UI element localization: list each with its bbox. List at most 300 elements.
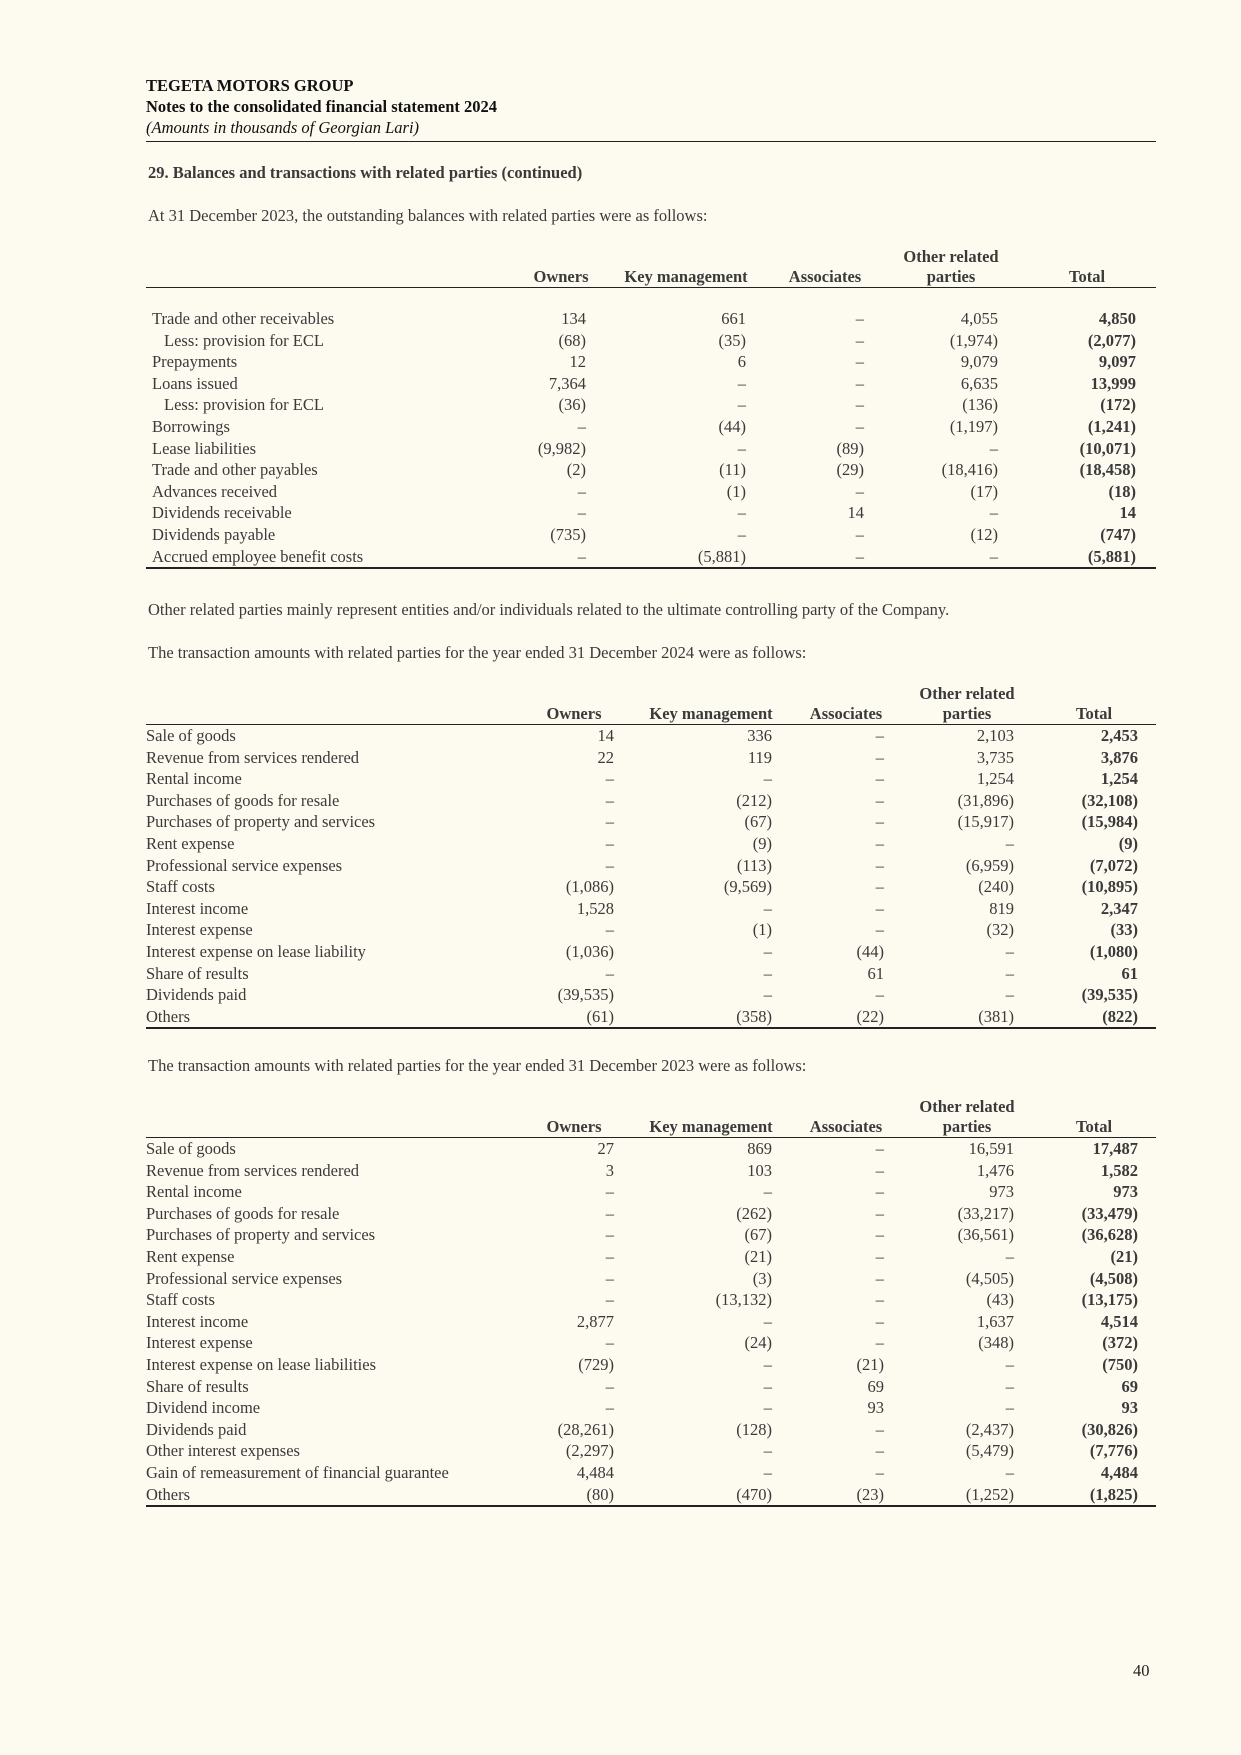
owners-value: – bbox=[605, 1225, 614, 1245]
spacer-row bbox=[146, 288, 1156, 309]
associates-value: – bbox=[875, 855, 884, 875]
row-label: Staff costs bbox=[146, 877, 215, 897]
other-related-value: – bbox=[989, 503, 998, 523]
other-related-value: – bbox=[1005, 1376, 1014, 1396]
table-row bbox=[146, 1354, 1156, 1376]
other-parties-note: Other related parties mainly represent entities and/or individuals related to the ultimate controlling party of the Company. bbox=[148, 600, 950, 619]
label-header bbox=[146, 684, 516, 725]
row-label: Interest expense on lease liability bbox=[146, 941, 366, 961]
other-related-value: (136) bbox=[962, 395, 998, 415]
owners-value: (9,982) bbox=[537, 438, 586, 458]
other-related-value: 3,735 bbox=[976, 747, 1014, 767]
row-label: Others bbox=[146, 1006, 516, 1029]
key-management-value: – bbox=[763, 769, 772, 789]
associates-value: (23) bbox=[790, 1484, 902, 1507]
table-row bbox=[146, 1203, 1156, 1225]
owners-value: (729) bbox=[578, 1354, 614, 1374]
other-related-value: 16,591 bbox=[968, 1139, 1014, 1158]
key-management-value: – bbox=[763, 898, 772, 918]
associates-value: – bbox=[875, 1290, 884, 1310]
row-label: Dividends receivable bbox=[152, 503, 292, 523]
total-value: 2,453 bbox=[1100, 726, 1138, 745]
total-value: 4,484 bbox=[1100, 1462, 1138, 1482]
other-related-value: – bbox=[989, 438, 998, 458]
other-related-header bbox=[902, 1097, 1032, 1138]
owners-value: 1,528 bbox=[576, 898, 614, 918]
total-value: 4,514 bbox=[1100, 1311, 1138, 1331]
key-management-value: – bbox=[763, 1376, 772, 1396]
table-row bbox=[146, 1006, 1156, 1029]
owners-value: 2,877 bbox=[576, 1311, 614, 1331]
owners-value: (1,036) bbox=[565, 941, 614, 961]
associates-value: 93 bbox=[867, 1398, 884, 1418]
owners-value: 12 bbox=[569, 352, 586, 372]
total-value: (1,825) bbox=[1032, 1484, 1156, 1507]
associates-header: Associates bbox=[790, 684, 902, 725]
associates-value: (89) bbox=[836, 438, 864, 458]
total-value: (33,479) bbox=[1081, 1203, 1138, 1223]
other-related-value: – bbox=[1005, 1354, 1014, 1374]
associates-value: (21) bbox=[856, 1354, 884, 1374]
associates-value: – bbox=[875, 1160, 884, 1180]
units-note: (Amounts in thousands of Georgian Lari) bbox=[146, 118, 420, 137]
associates-value: – bbox=[875, 1462, 884, 1482]
total-value: (747) bbox=[1100, 524, 1136, 544]
row-label: Interest income bbox=[146, 1311, 249, 1331]
other-related-line1: Other related bbox=[919, 1097, 1015, 1116]
associates-value: – bbox=[875, 726, 884, 745]
associates-value: – bbox=[855, 309, 864, 328]
table-row bbox=[146, 373, 1156, 395]
table-row bbox=[146, 438, 1156, 460]
row-label: Borrowings bbox=[152, 416, 230, 436]
row-label: Interest expense on lease liabilities bbox=[146, 1354, 377, 1374]
other-related-value: (43) bbox=[986, 1290, 1014, 1310]
other-related-value: (18,416) bbox=[941, 460, 998, 480]
associates-value: (29) bbox=[836, 460, 864, 480]
key-management-value: – bbox=[737, 438, 746, 458]
key-management-header: Key management bbox=[606, 247, 766, 288]
key-management-value: – bbox=[737, 395, 746, 415]
associates-value: – bbox=[875, 985, 884, 1005]
table-row bbox=[146, 747, 1156, 769]
other-related-value: (36,561) bbox=[957, 1225, 1014, 1245]
owners-value: (2,297) bbox=[565, 1441, 614, 1461]
owners-value: – bbox=[605, 1398, 614, 1418]
other-related-value: – bbox=[1005, 833, 1014, 853]
total-value: (30,826) bbox=[1081, 1419, 1138, 1439]
associates-value: – bbox=[855, 416, 864, 436]
owners-value: 22 bbox=[597, 747, 614, 767]
key-management-value: (358) bbox=[632, 1006, 790, 1029]
row-label: Trade and other payables bbox=[152, 460, 318, 480]
header-divider bbox=[146, 141, 1156, 142]
other-related-value: – bbox=[1005, 1246, 1014, 1266]
total-value: (372) bbox=[1102, 1333, 1138, 1353]
key-management-value: (262) bbox=[736, 1203, 772, 1223]
table-row bbox=[146, 1311, 1156, 1333]
associates-value: – bbox=[855, 352, 864, 372]
other-related-value: (31,896) bbox=[957, 790, 1014, 810]
row-label: Share of results bbox=[146, 1376, 249, 1396]
other-related-value: (5,479) bbox=[965, 1441, 1014, 1461]
row-label: Interest expense bbox=[146, 920, 253, 940]
table-row bbox=[146, 1376, 1156, 1398]
table-row bbox=[146, 1440, 1156, 1462]
other-related-line2: parties bbox=[942, 704, 992, 723]
total-value: (18,458) bbox=[1079, 460, 1136, 480]
owners-value: – bbox=[605, 1376, 614, 1396]
total-value: (13,175) bbox=[1081, 1290, 1138, 1310]
key-management-value: – bbox=[737, 503, 746, 523]
owners-value: (1,086) bbox=[565, 877, 614, 897]
total-value: 2,347 bbox=[1100, 898, 1138, 918]
table2-intro: The transaction amounts with related parties for the year ended 31 December 2024 were as follows: bbox=[148, 643, 807, 662]
key-management-value: (470) bbox=[632, 1484, 790, 1507]
owners-value: (61) bbox=[516, 1006, 632, 1029]
row-label: Share of results bbox=[146, 963, 249, 983]
owners-value: – bbox=[605, 790, 614, 810]
total-value: (7,072) bbox=[1089, 855, 1138, 875]
owners-value: – bbox=[605, 920, 614, 940]
other-related-line1: Other related bbox=[903, 247, 999, 266]
page-number: 40 bbox=[1133, 1661, 1150, 1680]
owners-value: – bbox=[605, 855, 614, 875]
table-row bbox=[146, 459, 1156, 481]
table-row bbox=[146, 1138, 1156, 1160]
table-row bbox=[146, 481, 1156, 503]
row-label: Sale of goods bbox=[146, 726, 236, 745]
associates-value: – bbox=[875, 833, 884, 853]
associates-value: – bbox=[875, 920, 884, 940]
table-row bbox=[146, 1397, 1156, 1419]
owners-value: (28,261) bbox=[557, 1419, 614, 1439]
table-row bbox=[146, 330, 1156, 352]
associates-value: – bbox=[875, 1333, 884, 1353]
owners-value: – bbox=[605, 963, 614, 983]
total-value: (15,984) bbox=[1081, 812, 1138, 832]
total-value: (172) bbox=[1100, 395, 1136, 415]
row-label: Dividends payable bbox=[152, 524, 276, 544]
owners-value: 14 bbox=[597, 726, 614, 745]
transactions-2023-table bbox=[146, 1097, 1156, 1507]
table-row bbox=[146, 546, 1156, 569]
row-label: Less: provision for ECL bbox=[164, 395, 324, 415]
table-row bbox=[146, 1246, 1156, 1268]
other-related-value: (6,959) bbox=[965, 855, 1014, 875]
table1-intro: At 31 December 2023, the outstanding balances with related parties were as follows: bbox=[148, 206, 708, 225]
key-management-value: – bbox=[763, 941, 772, 961]
table-row bbox=[146, 833, 1156, 855]
key-management-value: – bbox=[763, 1441, 772, 1461]
key-management-value: (35) bbox=[718, 330, 746, 350]
table3-intro: The transaction amounts with related parties for the year ended 31 December 2023 were as follows: bbox=[148, 1056, 807, 1075]
row-label: Dividends paid bbox=[146, 985, 247, 1005]
owners-value: (68) bbox=[558, 330, 586, 350]
row-label: Purchases of goods for resale bbox=[146, 790, 340, 810]
key-management-value: (1) bbox=[726, 481, 746, 501]
table-row bbox=[146, 1268, 1156, 1290]
key-management-value: – bbox=[763, 1354, 772, 1374]
table-row bbox=[146, 855, 1156, 877]
associates-value: – bbox=[875, 1203, 884, 1223]
key-management-value: 103 bbox=[747, 1160, 772, 1180]
other-related-value: 1,637 bbox=[976, 1311, 1014, 1331]
key-management-value: (128) bbox=[736, 1419, 772, 1439]
key-management-value: – bbox=[737, 373, 746, 393]
owners-value: – bbox=[605, 812, 614, 832]
owners-value: – bbox=[605, 1290, 614, 1310]
key-management-value: 661 bbox=[721, 309, 746, 328]
owners-value: (735) bbox=[550, 524, 586, 544]
owners-value: 3 bbox=[605, 1160, 614, 1180]
other-related-value: 1,254 bbox=[976, 769, 1014, 789]
associates-value: 61 bbox=[867, 963, 884, 983]
table-header-row bbox=[146, 684, 1156, 725]
owners-value: – bbox=[605, 1268, 614, 1288]
table-row bbox=[146, 1181, 1156, 1203]
owners-value: – bbox=[577, 481, 586, 501]
other-related-value: (1,252) bbox=[902, 1484, 1032, 1507]
total-value: (5,881) bbox=[1018, 546, 1156, 569]
section-title: 29. Balances and transactions with related parties (continued) bbox=[148, 163, 583, 182]
associates-value: – bbox=[875, 1311, 884, 1331]
table-row bbox=[146, 725, 1156, 747]
owners-value: – bbox=[605, 833, 614, 853]
row-label: Interest income bbox=[146, 898, 249, 918]
total-header: Total bbox=[1032, 1097, 1156, 1138]
key-management-value: 869 bbox=[747, 1139, 772, 1158]
associates-value: – bbox=[855, 395, 864, 415]
other-related-value: (348) bbox=[978, 1333, 1014, 1353]
key-management-header: Key management bbox=[632, 684, 790, 725]
document-subtitle: Notes to the consolidated financial statement 2024 bbox=[146, 97, 498, 116]
other-related-value: (1,197) bbox=[949, 416, 998, 436]
total-value: (4,508) bbox=[1089, 1268, 1138, 1288]
row-label: Less: provision for ECL bbox=[164, 330, 324, 350]
row-label: Dividends paid bbox=[146, 1419, 247, 1439]
other-related-value: – bbox=[1005, 1462, 1014, 1482]
key-management-value: 6 bbox=[737, 352, 746, 372]
associates-value: (44) bbox=[856, 941, 884, 961]
key-management-value: (13,132) bbox=[715, 1290, 772, 1310]
table-row bbox=[146, 1462, 1156, 1484]
table-row bbox=[146, 1224, 1156, 1246]
associates-value: 69 bbox=[867, 1376, 884, 1396]
other-related-value: – bbox=[1005, 941, 1014, 961]
row-label: Advances received bbox=[152, 481, 278, 501]
other-related-value: (4,505) bbox=[965, 1268, 1014, 1288]
total-value: (10,071) bbox=[1079, 438, 1136, 458]
associates-value: (22) bbox=[790, 1006, 902, 1029]
total-value: 973 bbox=[1113, 1182, 1138, 1202]
row-label: Trade and other receivables bbox=[152, 309, 335, 328]
key-management-value: – bbox=[763, 1182, 772, 1202]
transactions-2024-table bbox=[146, 684, 1156, 1029]
table-row bbox=[146, 768, 1156, 790]
associates-header: Associates bbox=[790, 1097, 902, 1138]
table-header-row bbox=[146, 1097, 1156, 1138]
table-row bbox=[146, 1289, 1156, 1311]
key-management-value: (212) bbox=[736, 790, 772, 810]
company-name: TEGETA MOTORS GROUP bbox=[146, 76, 354, 95]
other-related-line2: parties bbox=[926, 267, 976, 286]
total-value: 1,582 bbox=[1100, 1160, 1138, 1180]
owners-value: – bbox=[605, 1246, 614, 1266]
key-management-header: Key management bbox=[632, 1097, 790, 1138]
table-row bbox=[146, 394, 1156, 416]
table-row bbox=[146, 984, 1156, 1006]
row-label: Purchases of property and services bbox=[146, 1225, 376, 1245]
owners-value: – bbox=[605, 1182, 614, 1202]
other-related-value: (17) bbox=[970, 481, 998, 501]
associates-value: – bbox=[855, 373, 864, 393]
associates-value: – bbox=[875, 877, 884, 897]
row-label: Rent expense bbox=[146, 833, 235, 853]
label-header bbox=[146, 247, 516, 288]
total-value: 13,999 bbox=[1090, 373, 1136, 393]
associates-value: – bbox=[875, 769, 884, 789]
table-row bbox=[146, 941, 1156, 963]
other-related-header bbox=[884, 247, 1018, 288]
row-label: Others bbox=[146, 1484, 516, 1507]
total-value: (1,080) bbox=[1089, 941, 1138, 961]
owners-value: – bbox=[605, 1333, 614, 1353]
row-label: Rental income bbox=[146, 1182, 242, 1202]
total-value: (39,535) bbox=[1081, 985, 1138, 1005]
owners-value: 7,364 bbox=[548, 373, 586, 393]
key-management-value: (113) bbox=[736, 855, 772, 875]
key-management-value: (1) bbox=[752, 920, 772, 940]
row-label: Prepayments bbox=[152, 352, 238, 372]
total-value: 17,487 bbox=[1092, 1139, 1138, 1158]
other-related-line2: parties bbox=[942, 1117, 992, 1136]
row-label: Rent expense bbox=[146, 1246, 235, 1266]
owners-value: – bbox=[605, 1203, 614, 1223]
total-value: (7,776) bbox=[1089, 1441, 1138, 1461]
associates-value: – bbox=[875, 1139, 884, 1158]
table-row bbox=[146, 1332, 1156, 1354]
row-label: Rental income bbox=[146, 769, 242, 789]
key-management-value: – bbox=[737, 524, 746, 544]
total-value: (750) bbox=[1102, 1354, 1138, 1374]
total-value: 9,097 bbox=[1098, 352, 1136, 372]
row-label: Revenue from services rendered bbox=[146, 747, 360, 767]
table-header-row bbox=[146, 247, 1156, 288]
other-related-line1: Other related bbox=[919, 684, 1015, 703]
key-management-value: (11) bbox=[719, 460, 746, 480]
owners-value: 4,484 bbox=[576, 1462, 614, 1482]
associates-value: – bbox=[875, 898, 884, 918]
table-row bbox=[146, 524, 1156, 546]
total-value: 1,254 bbox=[1100, 769, 1138, 789]
total-value: (18) bbox=[1108, 481, 1136, 501]
row-label: Purchases of goods for resale bbox=[146, 1203, 340, 1223]
associates-value: – bbox=[766, 546, 884, 569]
row-label: Revenue from services rendered bbox=[146, 1160, 360, 1180]
owners-value: (36) bbox=[558, 395, 586, 415]
other-related-value: 9,079 bbox=[960, 352, 998, 372]
table-row bbox=[146, 1484, 1156, 1507]
row-label: Purchases of property and services bbox=[146, 812, 376, 832]
key-management-value: (21) bbox=[744, 1246, 772, 1266]
owners-value: (39,535) bbox=[557, 985, 614, 1005]
other-related-value: (1,974) bbox=[949, 330, 998, 350]
row-label: Accrued employee benefit costs bbox=[146, 546, 516, 569]
other-related-value: (32) bbox=[986, 920, 1014, 940]
owners-value: (80) bbox=[516, 1484, 632, 1507]
associates-value: – bbox=[855, 524, 864, 544]
row-label: Staff costs bbox=[146, 1290, 215, 1310]
table-row bbox=[146, 919, 1156, 941]
other-related-value: 2,103 bbox=[976, 726, 1014, 745]
associates-value: – bbox=[875, 1246, 884, 1266]
key-management-value: 119 bbox=[747, 747, 772, 767]
associates-value: – bbox=[875, 1419, 884, 1439]
table-row bbox=[146, 351, 1156, 373]
row-label: Interest expense bbox=[146, 1333, 253, 1353]
owners-value: 134 bbox=[561, 309, 586, 328]
balances-2023-table bbox=[146, 247, 1156, 569]
label-header bbox=[146, 1097, 516, 1138]
total-value: 3,876 bbox=[1100, 747, 1138, 767]
other-related-header bbox=[902, 684, 1032, 725]
associates-value: 14 bbox=[847, 503, 864, 523]
associates-value: – bbox=[875, 1182, 884, 1202]
table-row bbox=[146, 876, 1156, 898]
key-management-value: (44) bbox=[718, 416, 746, 436]
total-value: (1,241) bbox=[1087, 416, 1136, 436]
owners-value: – bbox=[577, 503, 586, 523]
key-management-value: (67) bbox=[744, 812, 772, 832]
associates-value: – bbox=[875, 790, 884, 810]
row-label: Sale of goods bbox=[146, 1139, 236, 1158]
associates-value: – bbox=[875, 1225, 884, 1245]
other-related-value: 6,635 bbox=[960, 373, 998, 393]
other-related-value: 4,055 bbox=[960, 309, 998, 328]
key-management-value: – bbox=[763, 1398, 772, 1418]
total-value: 61 bbox=[1121, 963, 1138, 983]
associates-value: – bbox=[875, 812, 884, 832]
owners-header: Owners bbox=[516, 684, 632, 725]
table-row bbox=[146, 1419, 1156, 1441]
total-value: (822) bbox=[1032, 1006, 1156, 1029]
total-value: (2,077) bbox=[1087, 330, 1136, 350]
total-value: (32,108) bbox=[1081, 790, 1138, 810]
total-header: Total bbox=[1032, 684, 1156, 725]
key-management-value: (5,881) bbox=[606, 546, 766, 569]
table-row bbox=[146, 416, 1156, 438]
total-value: 69 bbox=[1121, 1376, 1138, 1396]
owners-value: – bbox=[605, 769, 614, 789]
row-label: Other interest expenses bbox=[146, 1441, 300, 1461]
key-management-value: (9) bbox=[752, 833, 772, 853]
associates-header: Associates bbox=[766, 247, 884, 288]
total-value: 14 bbox=[1119, 503, 1136, 523]
owners-value: – bbox=[577, 416, 586, 436]
table-row bbox=[146, 898, 1156, 920]
key-management-value: (9,569) bbox=[723, 877, 772, 897]
row-label: Loans issued bbox=[152, 373, 238, 393]
total-value: (36,628) bbox=[1081, 1225, 1138, 1245]
associates-value: – bbox=[855, 330, 864, 350]
row-label: Gain of remeasurement of financial guarantee bbox=[146, 1462, 449, 1482]
table-row bbox=[146, 308, 1156, 330]
table-row bbox=[146, 1160, 1156, 1182]
other-related-value: (12) bbox=[970, 524, 998, 544]
other-related-value: (33,217) bbox=[957, 1203, 1014, 1223]
associates-value: – bbox=[875, 747, 884, 767]
